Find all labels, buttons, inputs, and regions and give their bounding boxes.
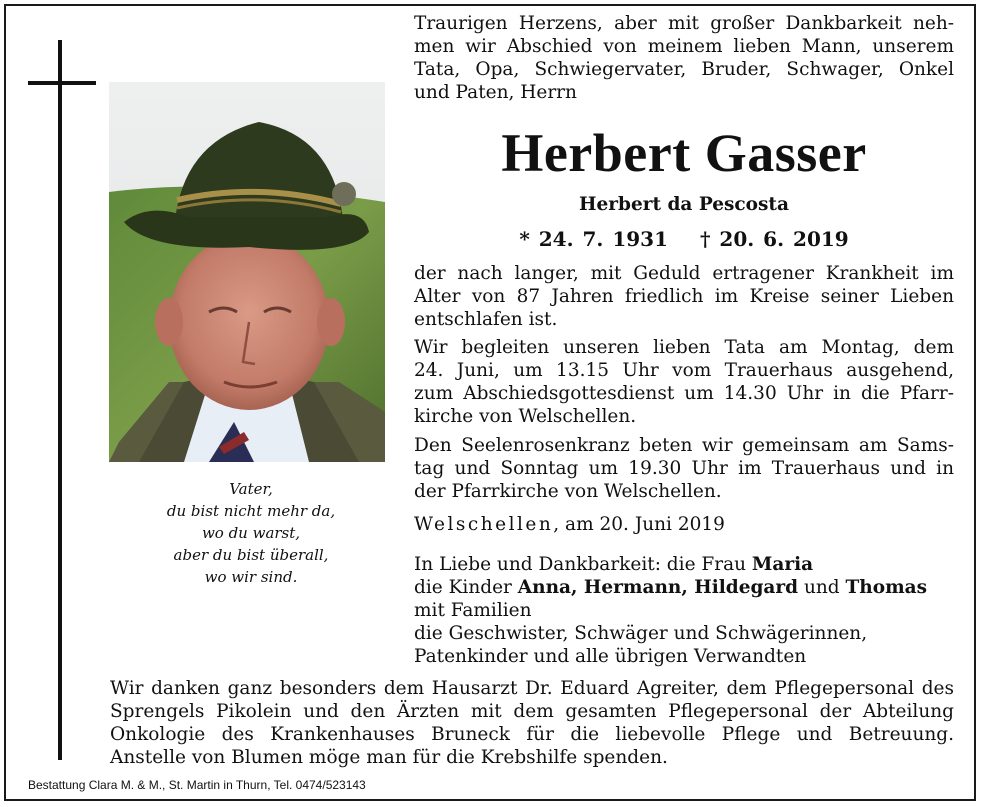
death-date: † 20. 6. 2019 — [700, 227, 849, 251]
children-name-last: Thomas — [845, 577, 928, 598]
family-list — [414, 553, 927, 668]
text-line: Sprengels Pikolein und den Ärzten mit dem gesamten Pflegepersonal der Abteilung — [110, 701, 954, 722]
thanks-paragraph — [110, 677, 954, 769]
deceased-alias: Herbert da Pescosta — [579, 194, 789, 215]
poem-line: wo wir sind. — [204, 568, 298, 586]
text-line: Anstelle von Blumen möge man für die Krebshilfe spenden. — [110, 747, 668, 768]
rosary-paragraph — [414, 434, 954, 503]
text-line: kirche von Welschellen. — [414, 406, 637, 427]
text-line: Alter von 87 Jahren friedlich im Kreise seiner Lieben — [414, 286, 954, 307]
memorial-poem — [140, 478, 362, 588]
text-line: tag und Sonntag um 19.30 Uhr im Trauerhaus und in — [414, 458, 954, 479]
family-line — [414, 553, 927, 576]
text-line: Tata, Opa, Schwiegervater, Bruder, Schwager, Onkel — [414, 59, 954, 80]
poem-line: wo du warst, — [201, 524, 301, 542]
text-line: Onkologie des Krankenhauses Bruneck für die liebevolle Pflege und Betreuung. — [110, 724, 954, 745]
deceased-name: Herbert Gasser — [501, 123, 867, 183]
poem-line: Vater, — [229, 480, 273, 498]
wife-name: Maria — [751, 554, 814, 575]
text-line: entschlafen ist. — [414, 309, 558, 330]
funeral-home-footer: Bestattung Clara M. & M., St. Martin in Thurn, Tel. 0474/523143 — [28, 778, 366, 792]
text-line: der nach langer, mit Geduld ertragener Krankheit im — [414, 263, 954, 284]
text-line: Traurigen Herzens, aber mit großer Dankbarkeit neh- — [414, 13, 954, 34]
intro-paragraph — [414, 12, 954, 104]
cross-icon — [58, 40, 62, 760]
poem-line: aber du bist überall, — [173, 546, 329, 564]
place-name: Welschellen — [414, 514, 554, 535]
text-line: und Paten, Herrn — [414, 82, 577, 103]
family-text: und — [798, 577, 846, 598]
text-line: zum Abschiedsgottesdienst um 14.30 Uhr in die Pfarr- — [414, 383, 954, 404]
family-text: In Liebe und Dankbarkeit: die Frau — [414, 554, 752, 575]
illness-paragraph — [414, 262, 954, 331]
text-line: der Pfarrkirche von Welschellen. — [414, 481, 722, 502]
family-line: die Geschwister, Schwäger und Schwägerinnen, — [414, 623, 868, 644]
birth-date: * 24. 7. 1931 — [519, 227, 668, 251]
text-line: 24. Juni, um 13.15 Uhr vom Trauerhaus ausgehend, — [414, 360, 954, 381]
text-line: Den Seelenrosenkranz beten wir gemeinsam am Sams- — [414, 435, 954, 456]
children-names: Anna, Hermann, Hildegard — [517, 577, 799, 598]
text-line: men wir Abschied von meinem lieben Mann, unserem — [414, 36, 954, 57]
cross-icon-bar — [28, 81, 96, 85]
family-line — [414, 576, 927, 599]
place-date — [414, 513, 725, 536]
text-line: Wir danken ganz besonders dem Hausarzt Dr. Eduard Agreiter, dem Pflegepersonal des — [110, 678, 954, 699]
poem-line: du bist nicht mehr da, — [166, 502, 336, 520]
funeral-paragraph — [414, 336, 954, 428]
portrait-photo — [109, 82, 385, 462]
life-dates — [414, 225, 954, 253]
family-line: Patenkinder und alle übrigen Verwandten — [414, 646, 807, 667]
notice-date: , am 20. Juni 2019 — [553, 514, 725, 535]
family-text: die Kinder — [414, 577, 518, 598]
family-line: mit Familien — [414, 600, 532, 621]
text-line: Wir begleiten unseren lieben Tata am Montag, dem — [414, 337, 954, 358]
